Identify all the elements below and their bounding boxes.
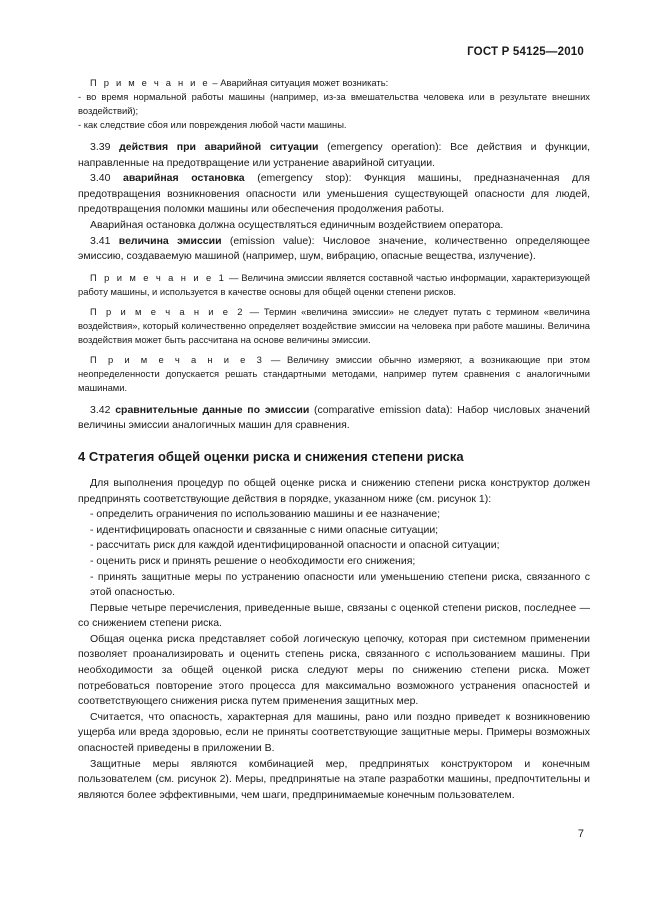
note-label: П р и м е ч а н и е 3 — [90, 353, 265, 365]
body-paragraph: Защитные меры являются комбинацией мер, предпринятых конструктором и конечным пользователем (см. рисунок 2). Меры, предпринятые на этапе разработки машины, предпочтительны и являются более эффективными, чем шаги, предпринимаемые конечным пользователем. — [78, 757, 590, 801]
term-definition: (emergency operation): Все действия и функции, направленные на предотвращение или устранение аварийной ситуации. — [78, 141, 590, 169]
term-3-40 — [78, 171, 590, 218]
list-item: - определить ограничения по использованию машины и ее назначение; — [90, 508, 440, 521]
body-paragraph: Первые четыре перечисления, приведенные выше, связаны с оценкой степени рисков, последнее — со снижением степени риска. — [78, 601, 590, 630]
term-number: 3.40 — [90, 172, 124, 185]
list-item: - принять защитные меры по устранению опасности или уменьшению степени риска, связанного с этой опасностью. — [90, 570, 590, 599]
term-number: 3.42 — [90, 403, 116, 416]
list-item: - оценить риск и принять решение о необходимости его снижения; — [90, 554, 416, 567]
note-text: — Термин «величина эмиссии» не следует путать с термином «величина воздействия», который количественно определяет воздействие эмиссии на человека при работе машины. Величина воздействия может быть рассчитана на основе величины эмиссии. — [78, 305, 590, 345]
term-title: аварийная остановка — [123, 172, 245, 185]
term-title: действия при аварийной ситуации — [119, 141, 319, 153]
section-4-intro: Для выполнения процедур по общей оценке риска и снижению степени риска конструктор должен предпринять соответствующие действия в порядке, указанном ниже (см. рисунок 1): — [78, 476, 590, 505]
body-paragraph: Считается, что опасность, характерная для машины, рано или поздно приведет к возникновению ущерба или вреда здоровью, если не приняты соответствующие защитные меры. Примеры возможных опасностей приведены в приложении В. — [78, 710, 590, 755]
note-text: – Аварийная ситуация может возникать: — [209, 77, 389, 88]
note-2 — [78, 305, 590, 347]
term-title: величина эмиссии — [118, 234, 222, 247]
note-1 — [78, 271, 590, 299]
note-label: П р и м е ч а н и е 2 — [90, 305, 245, 317]
note-label: П р и м е ч а н и е — [90, 77, 210, 88]
term-definition: (emission value): Числовое значение, количественно определяющее эмиссию, создаваемую машиной (например, шум, вибрацию, опасные вещества, излучение). — [78, 234, 591, 263]
term-3-41 — [78, 234, 590, 265]
page-content — [78, 76, 590, 803]
term-definition: (emergency stop): Функция машины, предназначенная для предотвращения возникновения опасности или уменьшения существующей опасности для людей, предотвращения поломки машины или обеспечения продолжения работы. — [78, 172, 590, 216]
term-number: 3.41 — [90, 234, 119, 247]
term-title: сравнительные данные по эмиссии — [115, 403, 310, 416]
page-number: 7 — [577, 828, 584, 840]
note-3 — [78, 353, 590, 395]
term-3-39 — [78, 140, 590, 171]
note-line: - как следствие сбоя или повреждения любой части машины. — [78, 119, 347, 130]
note-text: — Величина эмиссии является составной частью информации, характеризующей работу машины, и используется в качестве основы для общей оценки степени рисков. — [78, 271, 590, 297]
term-definition: (comparative emission data): Набор числовых значений величины эмиссии аналогичных машин для сравнения. — [78, 403, 591, 432]
note-label: П р и м е ч а н и е 1 — [90, 271, 227, 283]
term-number: 3.39 — [90, 141, 120, 153]
list-item: - идентифицировать опасности и связанные с ними опасные ситуации; — [90, 523, 439, 536]
body-paragraph: Общая оценка риска представляет собой логическую цепочку, которая при системном применении позволяет проанализировать и оценить степень риска, связанного с использованием машины. При необходимости за общей оценкой риска следуют меры по снижению степени риска. Может потребоваться повторение этого процесса для максимально возможного устранения опасностей и соответствующего снижения риска путем применения защитных мер. — [78, 632, 590, 708]
note-emergency-situation — [78, 76, 590, 90]
section-4-heading: 4 Стратегия общей оценки риска и снижения степени риска — [78, 448, 464, 464]
term-3-42 — [78, 403, 590, 434]
document-id-header: ГОСТ Р 54125—2010 — [467, 46, 584, 58]
term-3-40-extra: Аварийная остановка должна осуществляться единичным воздействием оператора. — [90, 218, 504, 231]
note-line: - во время нормальной работы машины (например, из-за вмешательства человека или в результате внешних воздействий); — [78, 91, 590, 116]
note-text: — Величину эмиссии обычно измеряют, а возникающие при этом неопределенности допускается решать стандартными методами, например путем сравнения с аналогичными машинами. — [78, 353, 591, 393]
list-item: - рассчитать риск для каждой идентифицированной опасности и опасной ситуации; — [90, 539, 500, 552]
